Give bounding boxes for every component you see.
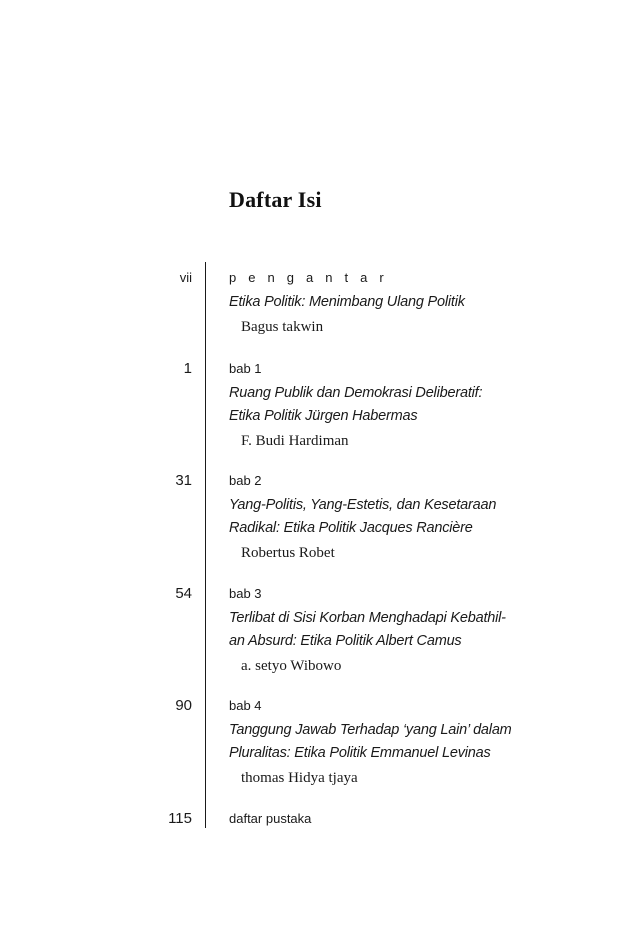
toc-title-line: Etika Politik Jürgen Habermas: [229, 408, 418, 424]
toc-page-number: vii: [179, 270, 192, 285]
toc-entry-title: [229, 382, 559, 428]
toc-title-line: an Absurd: Etika Politik Albert Camus: [229, 633, 462, 649]
toc-title-line: Yang-Politis, Yang-Estetis, dan Kesetaraan: [229, 497, 497, 513]
toc-page-number: 54: [175, 585, 192, 602]
toc-title-line: Radikal: Etika Politik Jacques Rancière: [229, 520, 473, 536]
toc-page-number: 31: [175, 472, 192, 489]
toc-title-line: Etika Politik: Menimbang Ulang Politik: [229, 294, 465, 310]
toc-page-number: 115: [168, 810, 192, 827]
toc-entry-label: bab 4: [229, 698, 262, 713]
page-title: Daftar Isi: [229, 187, 322, 212]
toc-entry-title: [229, 291, 559, 314]
toc-entry-label: bab 1: [229, 361, 262, 376]
toc-entry-title: [229, 719, 559, 765]
toc-page-number: 1: [183, 360, 192, 377]
toc-entry-label: daftar pustaka: [229, 811, 312, 826]
toc-entry-title: [229, 494, 559, 540]
toc-divider: [205, 262, 206, 828]
toc-title-line: Ruang Publik dan Demokrasi Deliberatif:: [229, 385, 483, 401]
toc-page-number: 90: [175, 697, 192, 714]
toc-entry-title: [229, 607, 559, 653]
toc-title-line: Tanggung Jawab Terhadap ‘yang Lain’ dalam: [229, 722, 512, 738]
toc-entry-author: Robertus Robet: [241, 545, 335, 561]
toc-entry-author: F. Budi Hardiman: [241, 433, 349, 449]
toc-entry-label: p e n g a n t a r: [229, 270, 388, 285]
toc-entry-label: bab 2: [229, 473, 262, 488]
toc-entry-label: bab 3: [229, 586, 262, 601]
toc-entry-author: thomas Hidya tjaya: [241, 770, 358, 786]
toc-title-line: Pluralitas: Etika Politik Emmanuel Levinas: [229, 745, 491, 761]
toc-entry-author: a. setyo Wibowo: [241, 658, 342, 674]
toc-entry-author: Bagus takwin: [241, 319, 324, 335]
toc-title-line: Terlibat di Sisi Korban Menghadapi Kebathil-: [229, 610, 506, 626]
